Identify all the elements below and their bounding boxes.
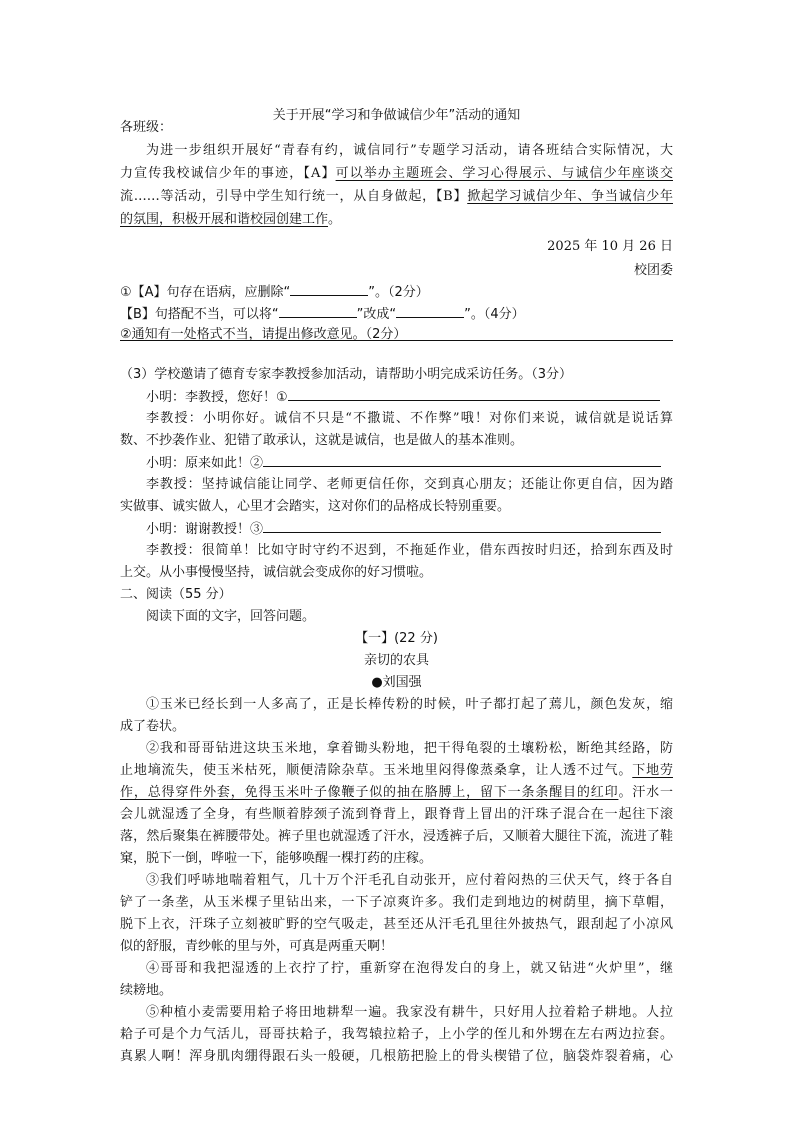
article-paragraph-line: 耠子可是个力气活儿，哥哥扶耠子，我驾辕拉耠子，上小学的侄儿和外甥在左右两边拉套。 [120, 1027, 673, 1042]
reading-instruction: 阅读下面的文字，回答问题。 [146, 609, 316, 624]
question-text: ①【A】句存在语病，应删除“ [120, 285, 291, 300]
speaker-label: 小明： [146, 522, 186, 537]
sentence-b-underlined: 掀起学习诚信少年、争当诚信少年 [467, 189, 673, 204]
dialogue-text: 小明：李教授，您好！① [146, 390, 288, 405]
article-paragraph-line: 真累人啊！浑身肌肉绷得跟石头一般硬，几根筋把脸上的骨头楔错了位，脑袋炸裂着痛，心 [120, 1049, 673, 1064]
article-paragraph-line: 窠，脱下一倒，哗啦一下，能够唤醒一棵打药的庄稼。 [120, 851, 433, 866]
article-paragraph-line: 似的舒服，青纱帐的里与外，可真是两重天啊！ [120, 939, 394, 954]
answer-blank[interactable] [263, 518, 661, 533]
answer-blank[interactable] [396, 304, 464, 318]
speaker-label: 小明： [146, 456, 186, 471]
article-paragraph-line: 落，然后聚集在裤腰带处。裤子里也就湿透了汗水，浸透裤子后，又顺着大腿往下流，流进了鞋 [120, 829, 673, 844]
notice-signer: 校团委 [633, 263, 673, 278]
dialogue-text: 原来如此！② [185, 456, 264, 471]
notice-paragraph-line [120, 186, 673, 208]
question-text: ”。（2分） [368, 285, 429, 300]
article-paragraph-line: 成了卷状。 [120, 719, 186, 734]
notice-date: 2025 年 10 月 26 日 [547, 239, 673, 254]
sentence-a-underlined: 可以举办主题班会、学习心得展示、与诚信少年座谈交 [335, 166, 673, 181]
dialogue-text: 很简单！比如守时守约不迟到，不拖延作业，借东西按时归还，拾到东西及时 [201, 543, 673, 558]
notice-greeting: 各班级： [120, 120, 173, 135]
article-text: 。汗水一 [618, 785, 673, 800]
notice-title: 关于开展“学习和争做诚信少年”活动的通知 [272, 108, 521, 123]
question-text: 【B】句搭配不当，可以将“ [120, 307, 279, 322]
question-text: ”改成“ [356, 307, 397, 322]
dialogue-professor-3-cont: 上交。从小事慢慢坚持，诚信就会变成你的好习惯啦。 [120, 565, 433, 580]
reading-part-label: 【一】(22 分) [355, 631, 438, 646]
notice-text: 流……等活动，引导中学生知行统一，从自身做起，【B】 [120, 189, 468, 204]
dialogue-text: 小明你好。诚信不只是“不撒谎、不作弊”哦！对你们来说，诚信就是说话算 [202, 411, 673, 426]
article-author: ●刘国强 [371, 675, 422, 690]
notice-paragraph-line [120, 163, 673, 185]
underlined-sentence: 作，总得穿件外套，免得玉米叶子像鞭子似的抽在胳膊上，留下一条条醒目的红印 [120, 785, 619, 800]
question-2: ②通知有一处格式不当，请提出修改意见。（2分） [120, 327, 407, 342]
speaker-label: 李教授： [146, 543, 202, 558]
dialogue-professor-3 [120, 540, 673, 562]
answer-blank[interactable] [288, 386, 660, 401]
notice-paragraph-line [120, 209, 673, 231]
dialogue-professor-1-cont: 数、不抄袭作业、犯错了敢承认，这就是诚信，也是做人的基本准则。 [120, 433, 524, 448]
article-title: 亲切的农具 [363, 653, 429, 668]
underlined-sentence: 下地劳 [632, 763, 673, 778]
article-paragraph-line: 脱下上衣，汗珠子立刻被旷野的空气吸走，甚至还从汗毛孔里往外披热气，跟刮起了小凉风 [120, 917, 673, 932]
answer-line[interactable] [120, 340, 673, 341]
article-text: 止地墒流失，使玉米枯死，顺便清除杂草。玉米地里闷得像蒸桑拿，让人透不过气。 [120, 763, 633, 778]
sentence-b-underlined-cont: 的氛围，积极开展和谐校园创建工作 [120, 212, 329, 227]
dialogue-xiaoming-1 [120, 386, 673, 409]
article-paragraph-line [120, 760, 673, 782]
section-heading: 二、阅读（55 分） [120, 587, 232, 602]
question-3: （3）学校邀请了德育专家李教授参加活动，请帮助小明完成采访任务。（3分） [120, 367, 573, 382]
article-paragraph-line: ⑤种植小麦需要用耠子将田地耕犁一遍。我家没有耕牛，只好用人拉着耠子耕地。人拉 [146, 1005, 673, 1020]
dialogue-professor-2 [120, 474, 673, 496]
notice-text: 。 [328, 212, 342, 227]
question-1b [120, 304, 673, 326]
notice-text: 力宣传我校诚信少年的事迹，【A】 [120, 166, 336, 181]
article-paragraph-line: ②我和哥哥钻进这块玉米地，拿着锄头粉地，把干得龟裂的土壤粉松，断绝其经路，防 [146, 741, 673, 756]
answer-blank[interactable] [290, 282, 368, 296]
answer-blank[interactable] [263, 452, 661, 467]
article-paragraph-line: ③我们呼哧地喘着粗气，几十万个汗毛孔自动张开，应付着闷热的三伏天气，终于各自 [146, 873, 673, 888]
dialogue-xiaoming-3 [120, 518, 673, 541]
dialogue-text: 谢谢教授！③ [185, 522, 264, 537]
speaker-label: 李教授： [146, 411, 203, 426]
dialogue-xiaoming-2 [120, 452, 673, 475]
speaker-label: 李教授： [146, 477, 202, 492]
dialogue-professor-2-cont: 实做事、诚实做人，心里才会踏实，这对你们的品格成长特别重要。 [120, 499, 511, 514]
article-paragraph-line [120, 782, 673, 804]
article-paragraph-line: 续耪地。 [120, 983, 173, 998]
article-paragraph-line: 会儿就湿透了全身，有些顺着脖颈子流到脊背上，跟脊背上冒出的汗珠子混合在一起往下滚 [120, 807, 673, 822]
question-1a [120, 282, 673, 304]
dialogue-text: 坚持诚信能让同学、老师更信任你，交到真心朋友；还能让你更自信，因为踏 [201, 477, 673, 492]
question-text: ”。（4分） [464, 307, 525, 322]
article-paragraph-line: ①玉米已经长到一人多高了，正是长棒传粉的时候，叶子都打起了蔫儿，颜色发灰，缩 [146, 697, 673, 712]
article-paragraph-line: ④哥哥和我把湿透的上衣拧了拧，重新穿在泡得发白的身上，就又钻进“火炉里”，继 [146, 961, 673, 976]
answer-blank[interactable] [279, 304, 357, 318]
article-paragraph-line: 铲了一条垄，从玉米棵子里钻出来，一下子凉爽许多。我们走到地边的树荫里，摘下草帽， [120, 895, 673, 910]
dialogue-professor-1 [120, 408, 673, 430]
notice-paragraph-line: 为进一步组织开展好“青春有约，诚信同行”专题学习活动，请各班结合实际情况，大 [146, 143, 673, 158]
